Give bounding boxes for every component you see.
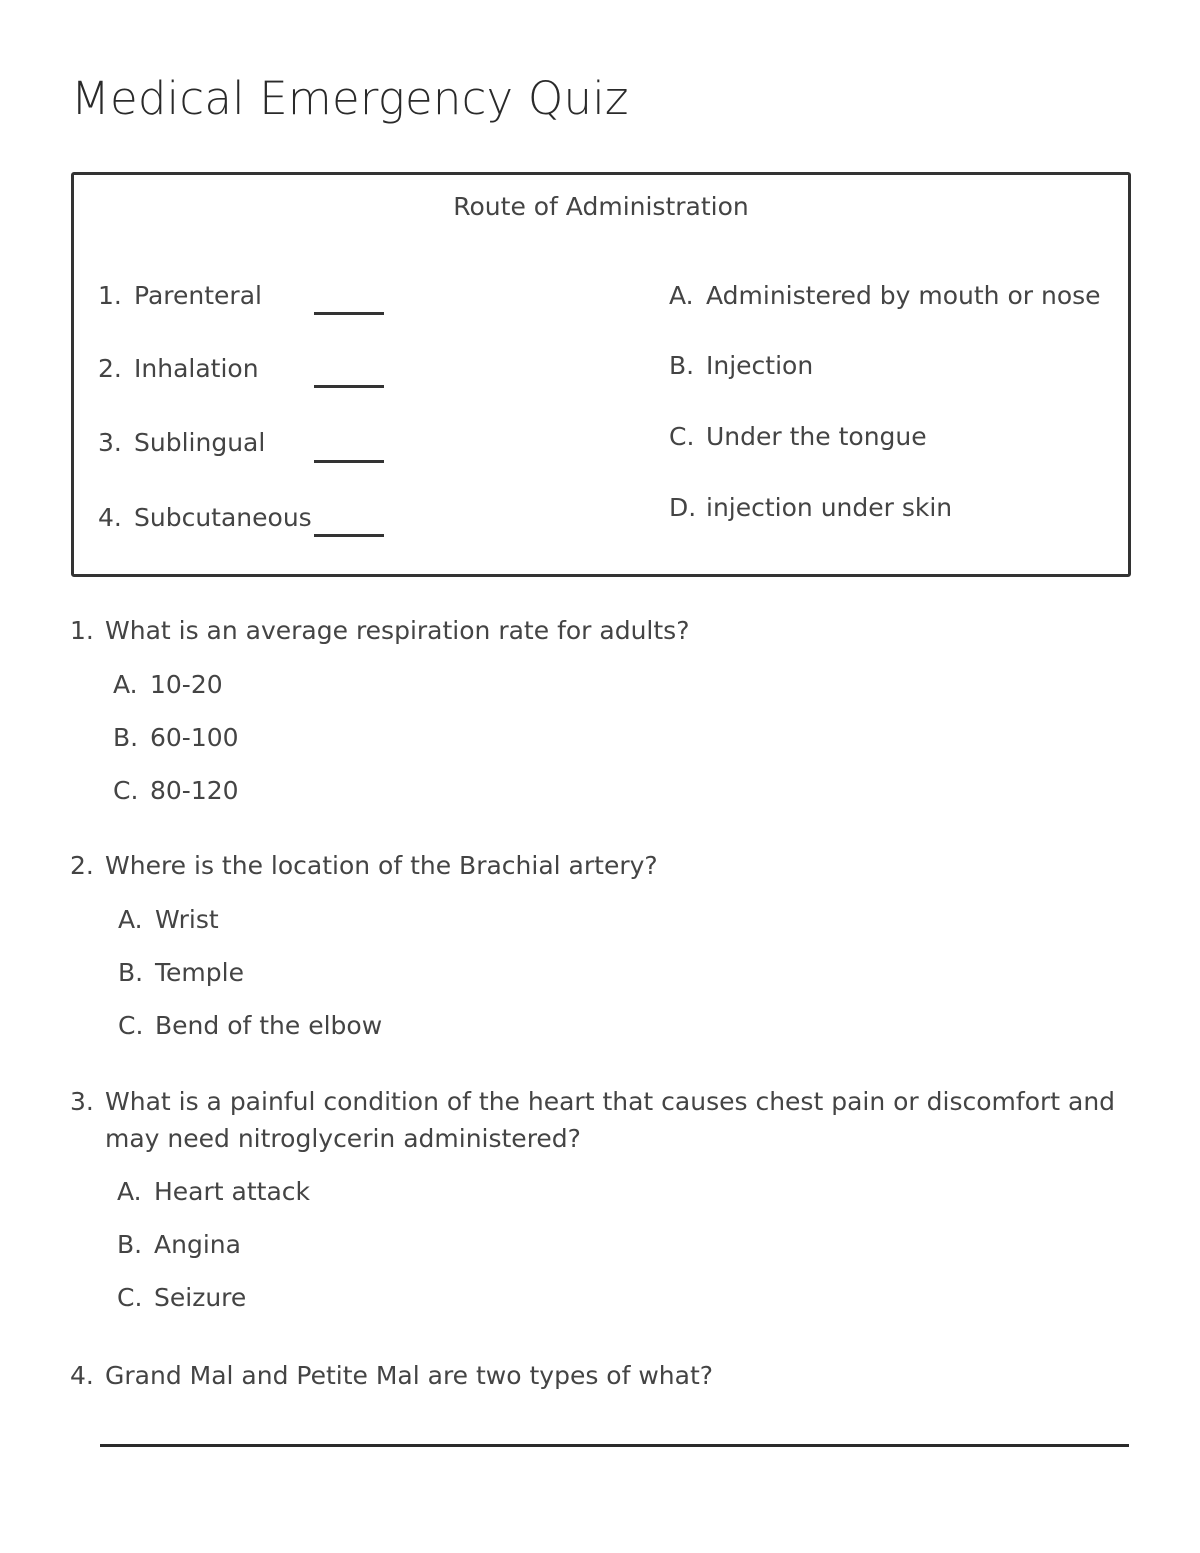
answer-blank[interactable] [314,385,384,388]
option-label: Heart attack [154,1177,310,1206]
term-label: Parenteral [134,281,262,310]
matching-heading: Route of Administration [453,192,749,221]
term-item [98,281,262,310]
answer-option[interactable] [117,1177,310,1206]
definition-item [669,281,1101,310]
definition-letter: D. [669,493,697,522]
answer-option[interactable] [113,776,239,805]
answer-option[interactable] [113,723,239,752]
definition-item [669,422,927,451]
answer-option[interactable] [117,1230,241,1259]
definition-letter: A. [669,281,694,310]
matching-section [71,172,1131,577]
definition-label: Injection [706,351,814,380]
definition-item [669,351,813,380]
term-item [98,503,312,532]
question-number: 1. [70,616,94,645]
definition-label: Administered by mouth or nose [706,281,1101,310]
option-label: Temple [155,958,244,987]
option-label: Bend of the elbow [155,1011,383,1040]
option-letter: A. [113,670,138,699]
question-3 [70,1083,1135,1157]
definition-label: injection under skin [706,493,953,522]
definition-label: Under the tongue [706,422,927,451]
option-label: Angina [154,1230,241,1259]
option-letter: C. [113,776,139,805]
term-number: 4. [98,503,122,532]
option-letter: C. [117,1283,143,1312]
definition-letter: C. [669,422,695,451]
question-number: 2. [70,851,94,880]
option-letter: B. [117,1230,143,1259]
term-label: Sublingual [134,428,266,457]
term-label: Subcutaneous [134,503,312,532]
page-title: Medical Emergency Quiz [71,72,629,125]
term-item [98,354,259,383]
question-text: What is an average respiration rate for adults? [105,616,690,645]
answer-option[interactable] [118,1011,382,1040]
option-label: 80-120 [150,776,239,805]
question-number: 3. [70,1087,94,1116]
option-letter: B. [113,723,139,752]
answer-option[interactable] [117,1283,246,1312]
question-1 [70,612,1135,649]
answer-blank[interactable] [314,312,384,315]
option-letter: C. [118,1011,144,1040]
definition-letter: B. [669,351,695,380]
question-number: 4. [70,1361,94,1390]
option-letter: A. [118,905,143,934]
question-text: Grand Mal and Petite Mal are two types of what? [105,1361,714,1390]
question-4 [70,1357,1135,1394]
term-label: Inhalation [134,354,259,383]
answer-line[interactable] [100,1444,1129,1447]
answer-option[interactable] [113,670,223,699]
question-2 [70,847,1135,884]
option-label: Seizure [154,1283,247,1312]
question-text: What is a painful condition of the heart that causes chest pain or discomfort and may need nitroglycerin administered? [105,1087,1116,1153]
answer-blank[interactable] [314,534,384,537]
answer-option[interactable] [118,958,244,987]
definition-item [669,493,952,522]
term-number: 3. [98,428,122,457]
answer-blank[interactable] [314,460,384,463]
term-number: 1. [98,281,122,310]
term-number: 2. [98,354,122,383]
answer-option[interactable] [118,905,219,934]
question-text: Where is the location of the Brachial artery? [105,851,658,880]
term-item [98,428,265,457]
option-label: Wrist [155,905,219,934]
option-label: 10-20 [150,670,223,699]
option-label: 60-100 [150,723,239,752]
option-letter: B. [118,958,144,987]
option-letter: A. [117,1177,142,1206]
